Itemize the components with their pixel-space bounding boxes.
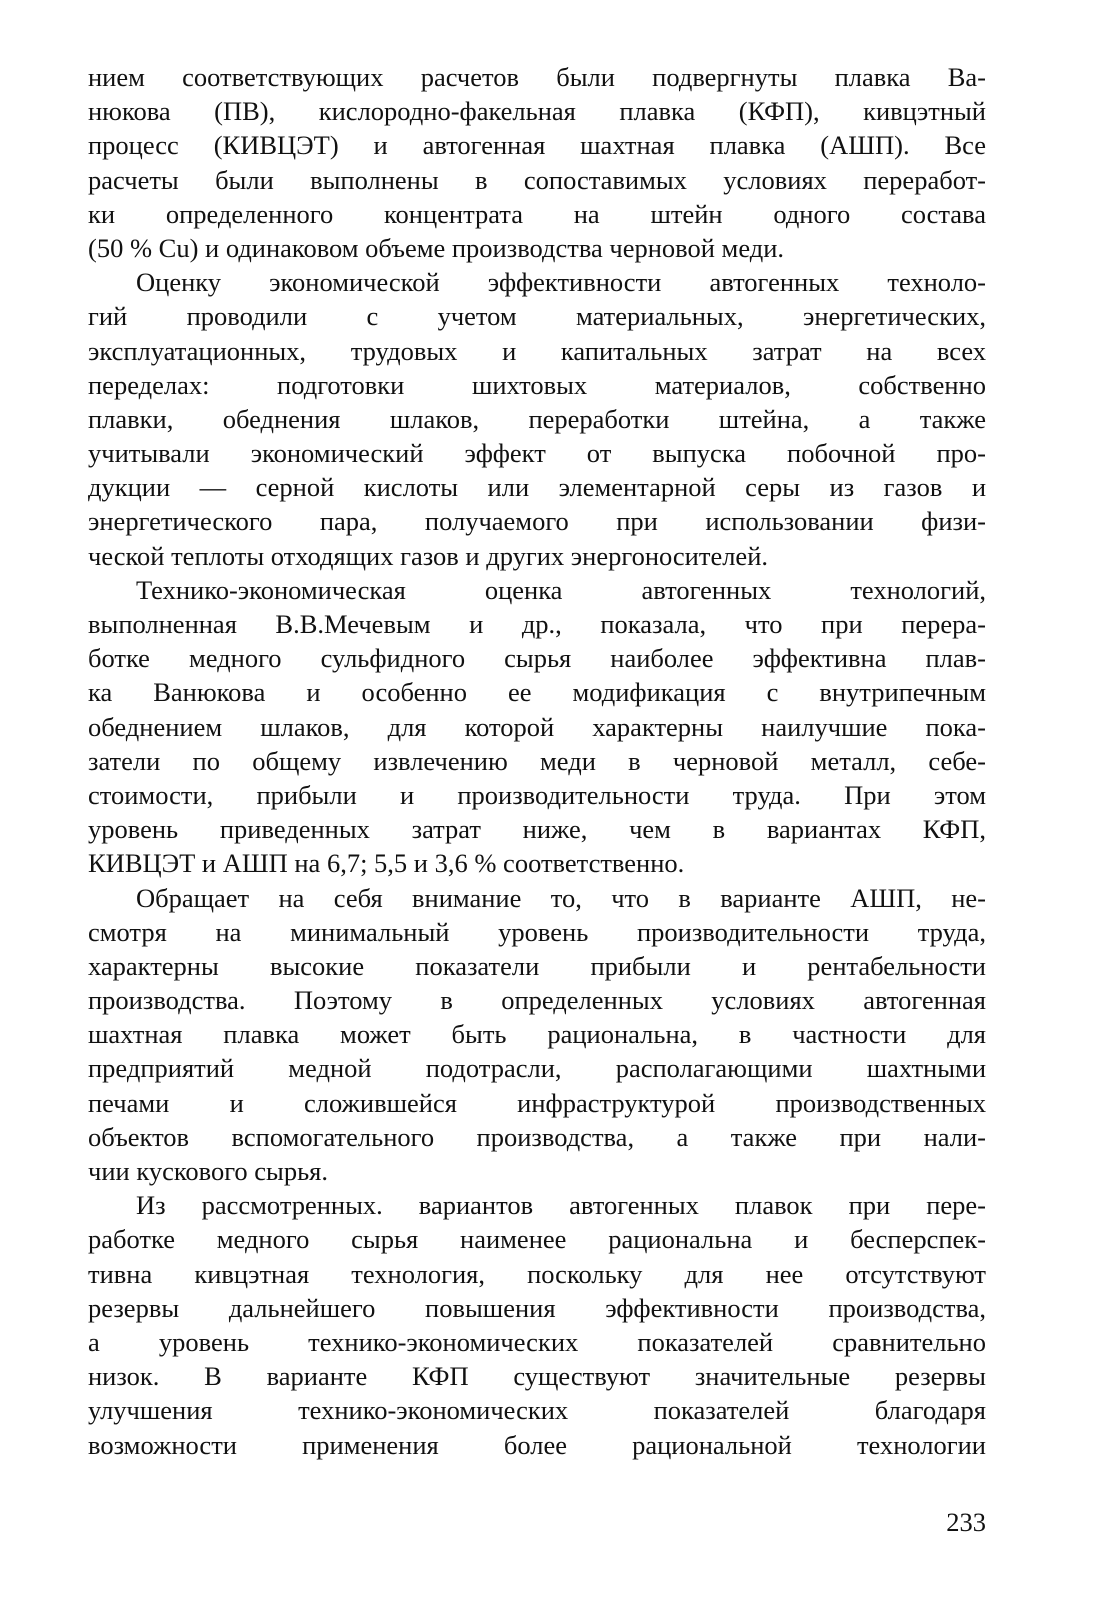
text-line: резервы дальнейшего повышения эффективности производства, <box>88 1292 986 1323</box>
text-line: чии кускового сырья. <box>88 1156 328 1186</box>
text-line: расчеты были выполнены в сопоставимых условиях переработ- <box>88 164 986 195</box>
text-line: гий проводили с учетом материальных, энергетических, <box>88 301 986 332</box>
paragraph-1 <box>88 60 986 265</box>
text-line: стоимости, прибыли и производительности труда. При этом <box>88 779 986 810</box>
text-line: характерны высокие показатели прибыли и рентабельности <box>88 950 986 981</box>
text-line: процесс (КИВЦЭТ) и автогенная шахтная плавка (АШП). Все <box>88 130 986 161</box>
text-line: объектов вспомогательного производства, а также при нали- <box>88 1121 986 1152</box>
text-line: возможности применения более рациональной технологии <box>88 1429 986 1460</box>
text-line: ки определенного концентрата на штейн одного состава <box>88 198 986 229</box>
text-line: шахтная плавка может быть рациональна, в частности для <box>88 1019 986 1050</box>
text-line: Обращает на себя внимание то, что в варианте АШП, не- <box>136 882 986 913</box>
text-line: ка Ванюкова и особенно ее модификация с внутрипечным <box>88 677 986 708</box>
text-line: Оценку экономической эффективности автогенных техноло- <box>136 267 986 298</box>
text-line: Из рассмотренных. вариантов автогенных плавок при пере- <box>136 1190 986 1221</box>
text-line: учитывали экономический эффект от выпуска побочной про- <box>88 438 986 469</box>
paragraph-2 <box>88 265 986 573</box>
paragraph-4 <box>88 881 986 1189</box>
text-line: нюкова (ПВ), кислородно-факельная плавка (КФП), кивцэтный <box>88 96 986 127</box>
text-line: печами и сложившейся инфраструктурой производственных <box>88 1087 986 1118</box>
text-line: выполненная В.В.Мечевым и др., показала, что при перера- <box>88 609 986 639</box>
text-line: ческой теплоты отходящих газов и других энергоносителей. <box>88 540 768 571</box>
text-line: низок. В варианте КФП существуют значительные резервы <box>88 1361 986 1392</box>
page-number: 233 <box>946 1507 986 1537</box>
text-line: энергетического пара, получаемого при использовании физи- <box>88 506 986 537</box>
text-line: уровень приведенных затрат ниже, чем в вариантах КФП, <box>88 814 986 845</box>
text-line: КИВЦЭТ и АШП на 6,7; 5,5 и 3,6 % соответственно. <box>88 848 685 879</box>
text-line: плавки, обеднения шлаков, переработки штейна, а также <box>88 403 986 434</box>
text-line: предприятий медной подотрасли, располагающими шахтными <box>88 1053 986 1084</box>
text-line: а уровень технико-экономических показателей сравнительно <box>88 1326 986 1357</box>
text-line: эксплуатационных, трудовых и капитальных затрат на всех <box>88 335 986 366</box>
text-line: затели по общему извлечению меди в черновой металл, себе- <box>88 745 986 776</box>
text-line: улучшения технико-экономических показателей благодаря <box>88 1395 986 1426</box>
text-line: производства. Поэтому в определенных условиях автогенная <box>88 985 986 1016</box>
text-line: нием соответствующих расчетов были подвергнуты плавка Ва- <box>88 62 986 92</box>
paragraph-3 <box>88 573 986 881</box>
text-line: Технико-экономическая оценка автогенных технологий, <box>136 574 986 605</box>
text-line: тивна кивцэтная технология, поскольку для нее отсутствуют <box>88 1258 986 1289</box>
text-line: ботке медного сульфидного сырья наиболее эффективна плав- <box>88 643 986 674</box>
text-line: дукции — серной кислоты или элементарной серы из газов и <box>88 472 986 503</box>
text-line: (50 % Cu) и одинаковом объеме производства черновой меди. <box>88 232 785 263</box>
paragraph-5 <box>88 1188 986 1462</box>
text-line: обеднением шлаков, для которой характерны наилучшие пока- <box>88 711 986 742</box>
text-line: работке медного сырья наименее рациональна и бесперспек- <box>88 1224 986 1255</box>
text-line: смотря на минимальный уровень производительности труда, <box>88 916 986 947</box>
page-body <box>88 60 986 1462</box>
text-line: переделах: подготовки шихтовых материалов, собственно <box>88 369 986 400</box>
